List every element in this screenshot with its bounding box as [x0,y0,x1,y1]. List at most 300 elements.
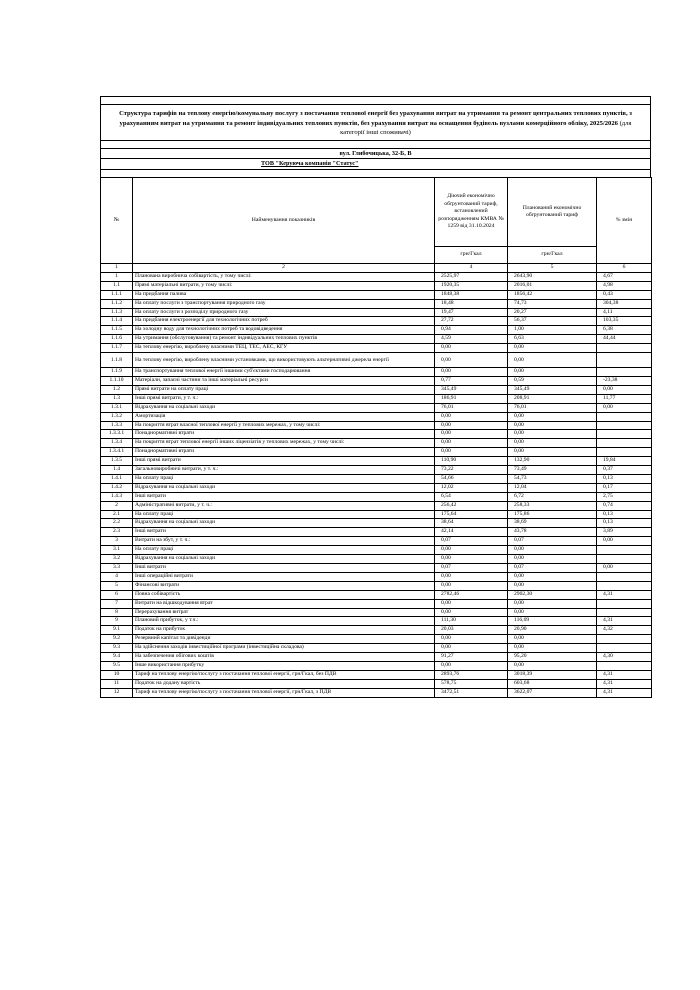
row-planned-value: 0,07 [508,564,597,573]
row-planned-value: 175,86 [508,510,597,519]
row-number: 2.1 [101,510,133,519]
table-row [101,281,652,290]
row-planned-value: 95,20 [508,653,597,662]
row-current-value: 0,00 [435,644,508,653]
row-number: 1.4.3 [101,492,133,501]
row-planned-value: 132,90 [508,457,597,466]
title-main: Структура тарифів на теплову енергію/комунальну послугу з постачання теплової енергії без урахування витрат на утримання та ремонт центральних теплових пунктів, з урахуванням витрат на утримання та ремонт індивідуальних теплових пунктів, без урахування витрат на оснащення будівель вузлами комерційного обліку, 2025/2026 [119,110,632,127]
row-current-value: 27,72 [435,317,508,326]
row-percent-change: 4,32 [597,626,652,635]
row-percent-change: 2,75 [597,492,652,501]
row-current-value: 111,30 [435,617,508,626]
row-percent-change: 103,35 [597,317,652,326]
row-current-value: 38,64 [435,519,508,528]
row-name: Матеріали, запасні частини та інші матеріальні ресурси [133,376,435,385]
row-current-value: 256,42 [435,501,508,510]
row-percent-change [597,546,652,555]
row-number: 9 [101,617,133,626]
row-name: На придбання електроенергії для технологічних потреб [133,317,435,326]
row-number: 1 [101,272,133,281]
table-row [101,448,652,457]
row-number: 9.3 [101,644,133,653]
row-percent-change: 4,31 [597,688,652,697]
row-number: 2.2 [101,519,133,528]
row-number: 1.1 [101,281,133,290]
row-percent-change: 4,67 [597,272,652,281]
row-current-value: 12,02 [435,483,508,492]
table-row [101,272,652,281]
row-name: На покриття втрат власної теплової енергії у теплових мережах, у тому числі: [133,421,435,430]
row-percent-change [597,635,652,644]
row-current-value: 0,00 [435,421,508,430]
row-number: 11 [101,679,133,688]
row-planned-value: 0,00 [508,581,597,590]
row-current-value: 4,59 [435,335,508,344]
row-current-value: 20,03 [435,626,508,635]
row-name: Перерахування витрат [133,608,435,617]
row-current-value: 3472,51 [435,688,508,697]
row-planned-value: 2643,90 [508,272,597,281]
row-percent-change: 4,31 [597,617,652,626]
table-row [101,394,652,403]
row-name: На здійснення заходів інвестиційної програми (інвестиційна складова) [133,644,435,653]
row-name: Повна собівартість [133,590,435,599]
row-percent-change [597,599,652,608]
row-percent-change [597,608,652,617]
row-name: На утримання (обслуговування) та ремонт індивідуальних теплових пунктів [133,335,435,344]
row-number: 1.3.4.1 [101,448,133,457]
header-name: Найменування показників [133,178,435,264]
row-number: 7 [101,599,133,608]
row-planned-value: 20,90 [508,626,597,635]
row-current-value: 0,00 [435,344,508,353]
row-current-value: 0,00 [435,412,508,421]
row-current-value: 0,00 [435,599,508,608]
row-current-value: 76,01 [435,403,508,412]
row-current-value: 175,64 [435,510,508,519]
row-planned-value: 0,00 [508,635,597,644]
index-cell: 4 [435,264,508,273]
row-number: 4 [101,572,133,581]
row-name: Податок на додану вартість [133,679,435,688]
header-row [101,178,652,247]
row-name: На теплову енергію, вироблену власними ТЕЦ, ТЕС, АЕС, КГУ [133,344,435,353]
index-row [101,264,652,273]
table-row [101,644,652,653]
table-row [101,439,652,448]
header-planned: Планований економічно обґрунтований тариф [508,178,597,247]
row-current-value: 6,54 [435,492,508,501]
row-name: Інші операційні витрати [133,572,435,581]
row-current-value: 0,07 [435,537,508,546]
row-number: 8 [101,608,133,617]
table-row [101,299,652,308]
row-percent-change: 6,38 [597,326,652,335]
row-planned-value: 0,00 [508,412,597,421]
table-row [101,599,652,608]
row-percent-change: 0,00 [597,403,652,412]
row-percent-change [597,572,652,581]
row-current-value: 578,75 [435,679,508,688]
row-percent-change: 4,11 [597,308,652,317]
row-name: Прямі витрати на оплату праці [133,385,435,394]
row-current-value: 0,00 [435,555,508,564]
unit-current: грн/Гкал [435,247,508,264]
row-percent-change: 4,31 [597,679,652,688]
row-name: Інші прямі витрати, у т. ч.: [133,394,435,403]
table-row [101,653,652,662]
row-name: Відрахування на соціальні заходи [133,403,435,412]
row-number: 1.1.1 [101,290,133,299]
header-current: Діючий економічно обґрунтований тариф, встановлений розпорядженням КМВА № 1259 від 31.10.2024 [435,178,508,247]
table-row [101,608,652,617]
row-planned-value: 0,00 [508,353,597,368]
title-suffix: (для категорії інші споживачі) [340,119,632,137]
row-current-value: 0,00 [435,448,508,457]
document-title [100,104,651,140]
row-number: 9.2 [101,635,133,644]
row-percent-change [597,581,652,590]
table-row [101,376,652,385]
table-row [101,661,652,670]
row-number: 1.3.3.1 [101,430,133,439]
table-row [101,501,652,510]
row-number: 1.3.2 [101,412,133,421]
row-number: 1.1.8 [101,353,133,368]
row-planned-value: 0,00 [508,439,597,448]
row-name: Понаднормативні втрати [133,448,435,457]
table-row [101,572,652,581]
row-name: На оплату праці [133,474,435,483]
row-percent-change [597,353,652,368]
header-pct: % змін [597,178,652,264]
row-planned-value: 38,69 [508,519,597,528]
row-current-value: 0,77 [435,376,508,385]
row-name: На забезпечення обігових коштів [133,653,435,662]
row-planned-value: 2902,30 [508,590,597,599]
row-percent-change: 3,89 [597,528,652,537]
row-number: 2 [101,501,133,510]
row-percent-change [597,412,652,421]
row-planned-value: 603,68 [508,679,597,688]
table-row [101,326,652,335]
row-number: 1.4 [101,466,133,475]
table-row [101,385,652,394]
table-row [101,546,652,555]
row-current-value: 0,00 [435,368,508,377]
index-cell: 1 [101,264,133,273]
row-current-value: 186,91 [435,394,508,403]
table-row [101,688,652,697]
row-current-value: 0,00 [435,581,508,590]
row-name: На холодну воду для технологічних потреб та водовідведення [133,326,435,335]
row-name: Витрати на відшкодування втрат [133,599,435,608]
row-percent-change: 304,38 [597,299,652,308]
row-planned-value: 73,49 [508,466,597,475]
row-planned-value: 1856,42 [508,290,597,299]
row-name: Інше використання прибутку [133,661,435,670]
top-spacer [100,96,651,104]
row-name: Відрахування на соціальні заходи [133,483,435,492]
row-current-value: 0,00 [435,439,508,448]
row-number: 1.1.4 [101,317,133,326]
table-row [101,590,652,599]
table-row [101,581,652,590]
row-name: Відрахування на соціальні заходи [133,555,435,564]
table-row [101,457,652,466]
row-name: Податок на прибуток [133,626,435,635]
row-name: Фінансові витрати [133,581,435,590]
table-row [101,626,652,635]
row-current-value: 1920,35 [435,281,508,290]
row-percent-change [597,661,652,670]
row-percent-change: 0,13 [597,519,652,528]
row-planned-value: 0,07 [508,537,597,546]
row-number: 1.3.1 [101,403,133,412]
table-row [101,679,652,688]
row-planned-value: 6,72 [508,492,597,501]
table-row [101,528,652,537]
row-percent-change: 0,74 [597,501,652,510]
row-planned-value: 2016,01 [508,281,597,290]
row-percent-change: 0,13 [597,474,652,483]
row-name: Тариф на теплову енергію/послугу з постачання теплової енергії, грн/Гкал, з ПДВ [133,688,435,697]
row-number: 1.1.5 [101,326,133,335]
table-row [101,617,652,626]
index-cell: 6 [597,264,652,273]
row-name: На транспортування теплової енергії іншими суб'єктами господарювання [133,368,435,377]
row-planned-value: 3622,07 [508,688,597,697]
row-percent-change: 11,77 [597,394,652,403]
row-name: На покриття втрат теплової енергії інших ліцензіатів у теплових мережах, у тому числі: [133,439,435,448]
row-percent-change [597,644,652,653]
row-planned-value: 0,00 [508,430,597,439]
row-name: Адміністративні витрати, у т. ч.: [133,501,435,510]
tariff-table [100,177,652,698]
row-current-value: 0,00 [435,572,508,581]
row-name: Інші витрати [133,492,435,501]
row-planned-value: 208,91 [508,394,597,403]
table-row [101,290,652,299]
row-percent-change: 0,00 [597,537,652,546]
row-planned-value: 0,00 [508,368,597,377]
row-current-value: 0,07 [435,564,508,573]
table-row [101,421,652,430]
table-row [101,368,652,377]
row-number: 1.3.3 [101,421,133,430]
row-current-value: 91,27 [435,653,508,662]
row-percent-change: 0,17 [597,483,652,492]
row-current-value: 0,94 [435,326,508,335]
row-number: 1.1.2 [101,299,133,308]
table-row [101,537,652,546]
table-row [101,670,652,679]
row-planned-value: 0,00 [508,555,597,564]
row-percent-change: 44,44 [597,335,652,344]
index-cell: 2 [133,264,435,273]
row-percent-change [597,448,652,457]
row-percent-change: 4,30 [597,653,652,662]
row-current-value: 0,00 [435,608,508,617]
table-row [101,564,652,573]
row-number: 1.1.9 [101,368,133,377]
row-planned-value: 0,00 [508,572,597,581]
row-number: 9.4 [101,653,133,662]
row-name: Прямі матеріальні витрати, у тому числі: [133,281,435,290]
row-number: 1.1.6 [101,335,133,344]
row-percent-change: 4,31 [597,590,652,599]
row-number: 10 [101,670,133,679]
row-percent-change [597,555,652,564]
row-number: 5 [101,581,133,590]
row-percent-change [597,421,652,430]
row-percent-change: 19,84 [597,457,652,466]
table-row [101,635,652,644]
company-line [100,158,651,169]
row-planned-value: 6,63 [508,335,597,344]
row-current-value: 0,00 [435,635,508,644]
row-current-value: 2525,97 [435,272,508,281]
row-number: 3.2 [101,555,133,564]
row-planned-value: 0,59 [508,376,597,385]
row-percent-change [597,344,652,353]
table-row [101,483,652,492]
row-planned-value: 3018,39 [508,670,597,679]
table-row [101,317,652,326]
row-number: 1.2 [101,385,133,394]
row-current-value: 0,00 [435,430,508,439]
row-planned-value: 0,00 [508,421,597,430]
row-current-value: 345,49 [435,385,508,394]
row-number: 1.1.7 [101,344,133,353]
row-current-value: 42,14 [435,528,508,537]
row-planned-value: 12,04 [508,483,597,492]
row-current-value: 73,22 [435,466,508,475]
row-number: 1.3.5 [101,457,133,466]
row-current-value: 1848,38 [435,290,508,299]
row-name: Інші прямі витрати [133,457,435,466]
row-name: На оплату праці [133,546,435,555]
row-number: 1.1.3 [101,308,133,317]
table-row [101,466,652,475]
row-number: 1.3 [101,394,133,403]
row-name: Амортизація [133,412,435,421]
table-row [101,430,652,439]
tariff-sheet [100,96,651,698]
table-row [101,519,652,528]
table-row [101,474,652,483]
row-current-value: 110,90 [435,457,508,466]
row-number: 1.1.10 [101,376,133,385]
table-row [101,403,652,412]
row-percent-change: 4,98 [597,281,652,290]
row-planned-value: 0,00 [508,644,597,653]
company-name: ТОВ "Керуюча компанія "Статус" [261,160,359,167]
row-number: 9.5 [101,661,133,670]
table-row [101,492,652,501]
row-name: На придбання палива [133,290,435,299]
row-current-value: 19,47 [435,308,508,317]
row-number: 3 [101,537,133,546]
row-planned-value: 54,73 [508,474,597,483]
row-planned-value: 0,00 [508,448,597,457]
row-percent-change [597,439,652,448]
table-row [101,412,652,421]
table-row [101,353,652,368]
table-row [101,555,652,564]
row-planned-value: 74,73 [508,299,597,308]
header-spacer [100,169,651,177]
row-name: На оплату послуги з транспортування природного газу [133,299,435,308]
row-number: 1.4.2 [101,483,133,492]
row-number: 6 [101,590,133,599]
row-planned-value: 56,37 [508,317,597,326]
row-planned-value: 345,49 [508,385,597,394]
row-number: 12 [101,688,133,697]
index-cell: 5 [508,264,597,273]
row-name: Витрати на збут, у т. ч.: [133,537,435,546]
row-name: Плановий прибуток, у т.ч.: [133,617,435,626]
row-name: Тариф на теплову енергію/послугу з постачання теплової енергії, грн/Гкал, без ПДВ [133,670,435,679]
row-planned-value: 0,00 [508,599,597,608]
row-percent-change: -23,38 [597,376,652,385]
row-current-value: 18,48 [435,299,508,308]
row-name: Резервний капітал та дивіденди [133,635,435,644]
row-percent-change: 0,00 [597,385,652,394]
row-percent-change: 0,37 [597,466,652,475]
unit-planned: грн/Гкал [508,247,597,264]
row-percent-change [597,430,652,439]
row-current-value: 0,00 [435,546,508,555]
row-name: Понаднормативні втрати [133,430,435,439]
row-planned-value: 43,78 [508,528,597,537]
row-name: Планована виробнича собівартість, у тому числі: [133,272,435,281]
row-planned-value: 76,01 [508,403,597,412]
row-percent-change [597,368,652,377]
table-row [101,510,652,519]
row-planned-value: 0,00 [508,344,597,353]
address: вул. Глибочицька, 32-Б, В [100,148,651,158]
row-name: На оплату послуги з розподілу природного газу [133,308,435,317]
row-current-value: 54,66 [435,474,508,483]
row-planned-value: 116,09 [508,617,597,626]
row-name: На оплату праці [133,510,435,519]
row-planned-value: 258,33 [508,501,597,510]
row-number: 3.1 [101,546,133,555]
row-number: 1.4.1 [101,474,133,483]
row-current-value: 0,00 [435,353,508,368]
row-planned-value: 1,00 [508,326,597,335]
row-current-value: 0,00 [435,661,508,670]
row-number: 3.3 [101,564,133,573]
row-percent-change: 0,13 [597,510,652,519]
row-percent-change: 0,00 [597,564,652,573]
row-current-value: 2782,46 [435,590,508,599]
row-name: Відрахування на соціальні заходи [133,519,435,528]
row-name: Загальновиробничі витрати, у т. ч.: [133,466,435,475]
row-percent-change: 0,43 [597,290,652,299]
row-name: Інші витрати [133,564,435,573]
row-planned-value: 0,00 [508,608,597,617]
row-number: 9.1 [101,626,133,635]
row-current-value: 2893,76 [435,670,508,679]
row-percent-change: 4,31 [597,670,652,679]
table-row [101,335,652,344]
row-number: 1.3.4 [101,439,133,448]
table-row [101,344,652,353]
header-no: № [101,178,133,264]
row-planned-value: 0,00 [508,546,597,555]
